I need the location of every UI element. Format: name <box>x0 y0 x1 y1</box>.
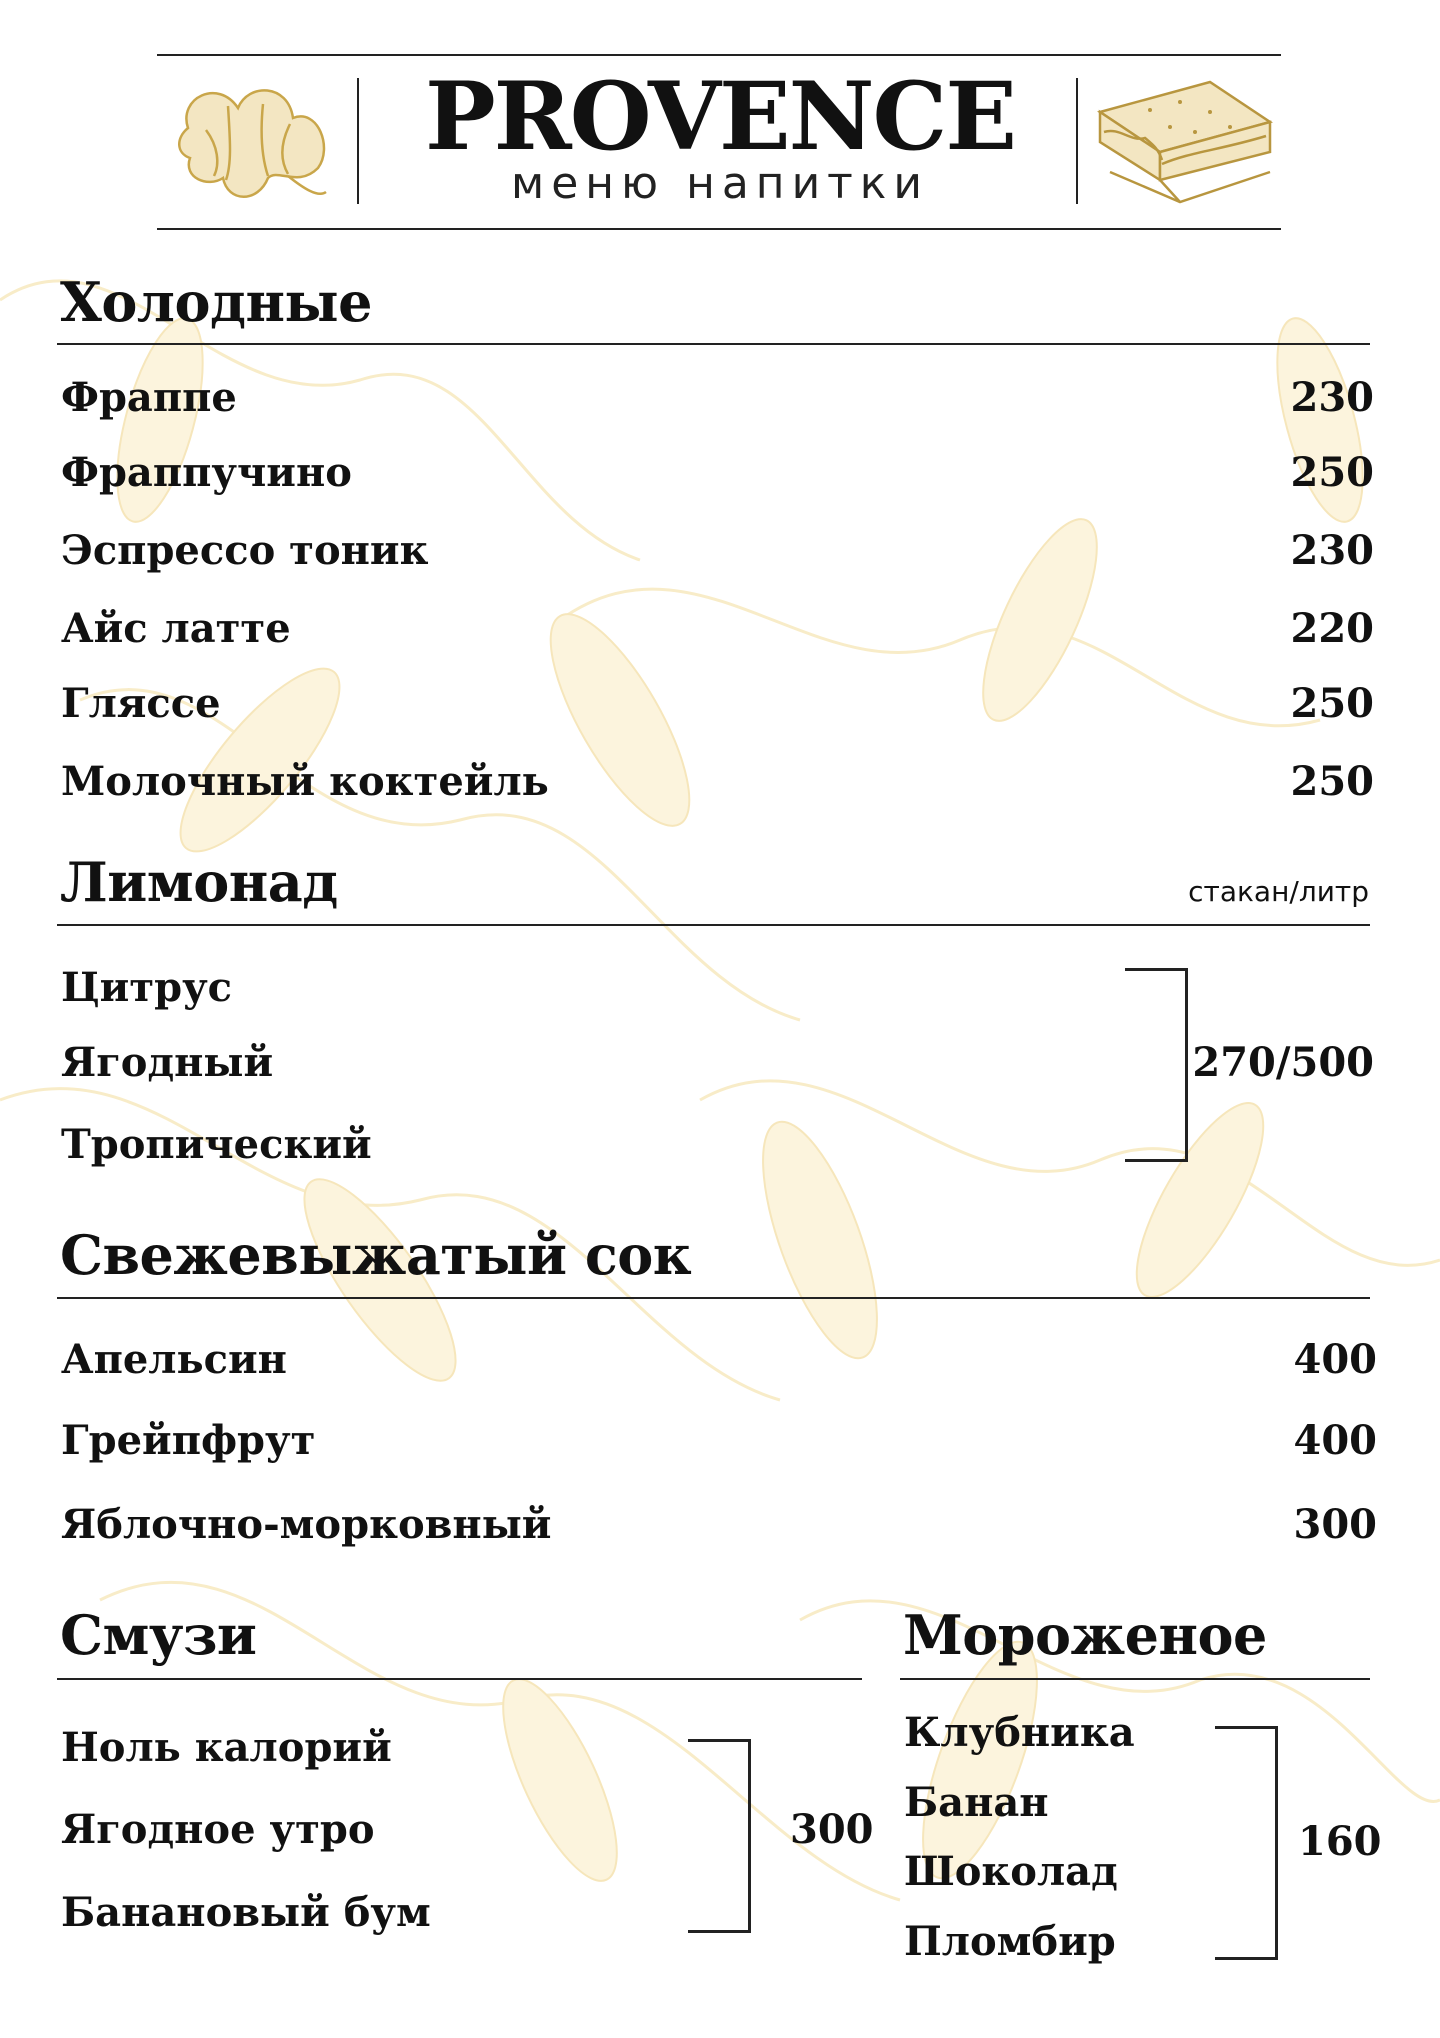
sandwich-icon <box>1090 72 1280 208</box>
page-subtitle: меню напитки <box>511 158 929 209</box>
section-rule-icecream <box>900 1678 1370 1680</box>
menu-item-name: Грейпфрут <box>61 1417 316 1464</box>
section-title-lemonade: Лимонад <box>60 850 338 914</box>
menu-item-name: Фраппучино <box>61 449 352 496</box>
menu-item-price: 250 <box>1290 680 1374 727</box>
menu-item-name: Клубника <box>904 1709 1135 1756</box>
menu-item-price: 250 <box>1290 449 1374 496</box>
menu-item-name: Ягодное утро <box>61 1806 375 1853</box>
section-rule-juice <box>57 1297 1370 1299</box>
menu-item-name: Яблочно-морковный <box>61 1501 552 1548</box>
menu-item-name: Шоколад <box>904 1848 1118 1895</box>
menu-item-name: Банан <box>904 1779 1049 1826</box>
smoothie-price: 300 <box>790 1806 874 1853</box>
menu-item-price: 400 <box>1293 1336 1377 1383</box>
menu-item-name: Пломбир <box>904 1918 1116 1965</box>
menu-item-name: Апельсин <box>61 1336 287 1383</box>
menu-item-name: Цитрус <box>61 964 233 1011</box>
page-title: PROVENCE <box>425 62 1015 172</box>
section-title-juice: Свежевыжатый сок <box>60 1223 692 1287</box>
smoothie-group-bracket <box>688 1739 751 1933</box>
icecream-price: 160 <box>1298 1818 1382 1865</box>
menu-item-name: Айс латте <box>61 605 291 652</box>
menu-item-price: 300 <box>1293 1501 1377 1548</box>
section-rule-smoothie <box>57 1678 862 1680</box>
lemonade-group-bracket <box>1125 968 1188 1162</box>
menu-item-name: Молочный коктейль <box>61 758 549 805</box>
croissant-icon <box>168 68 338 210</box>
header-left-divider <box>357 78 359 204</box>
section-title-smoothie: Смузи <box>60 1603 257 1667</box>
header-top-rule <box>157 54 1281 56</box>
section-rule-cold <box>57 343 1370 345</box>
menu-item-name: Банановый бум <box>61 1889 431 1936</box>
menu-item-name: Гляссе <box>61 680 221 727</box>
lemonade-price: 270/500 <box>1192 1039 1374 1086</box>
menu-item-name: Ягодный <box>61 1039 274 1086</box>
menu-item-name: Тропический <box>61 1121 372 1168</box>
header-bottom-rule <box>157 228 1281 230</box>
section-title-icecream: Мороженое <box>903 1603 1267 1667</box>
icecream-group-bracket <box>1215 1726 1278 1960</box>
menu-item-price: 400 <box>1293 1417 1377 1464</box>
menu-item-name: Ноль калорий <box>61 1724 392 1771</box>
section-title-cold: Холодные <box>60 270 373 334</box>
menu-item-name: Эспрессо тоник <box>61 527 429 574</box>
menu-item-price: 230 <box>1290 527 1374 574</box>
menu-item-price: 250 <box>1290 758 1374 805</box>
menu-item-name: Фраппе <box>61 374 237 421</box>
section-rule-lemonade <box>57 924 1370 926</box>
menu-item-price: 220 <box>1290 605 1374 652</box>
lemonade-size-note: стакан/литр <box>1188 875 1369 908</box>
menu-item-price: 230 <box>1290 374 1374 421</box>
